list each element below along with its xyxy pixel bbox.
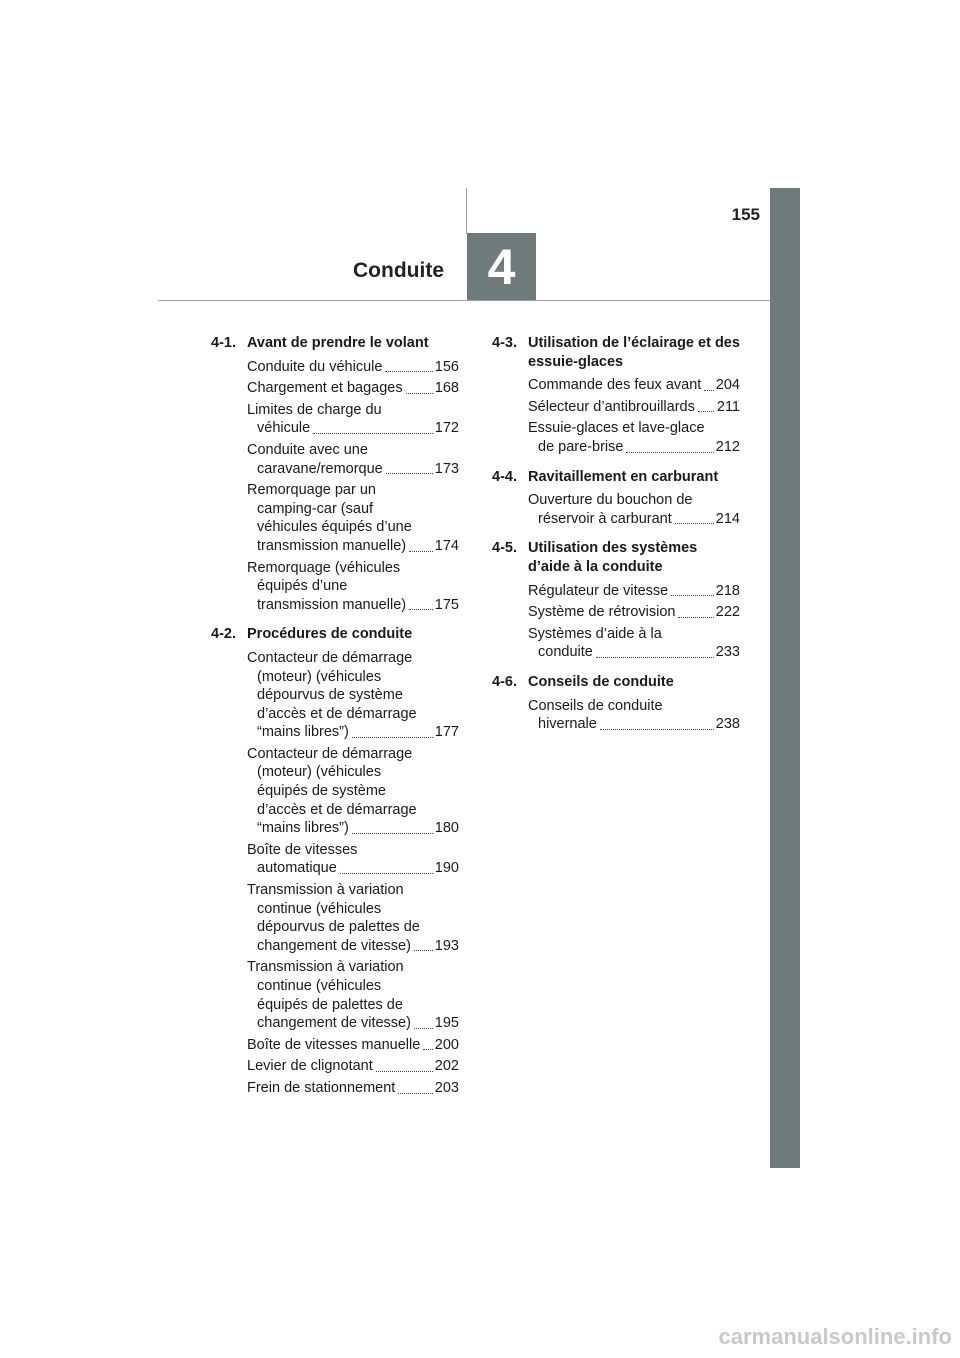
toc-entry[interactable] bbox=[492, 419, 740, 456]
toc-section-title: Utilisation des systèmes d’aide à la conduite bbox=[528, 540, 698, 575]
chapter-side-tab bbox=[770, 188, 800, 1168]
toc-entry-title: Système de rétrovision bbox=[528, 604, 676, 621]
toc-entry-page: 214 bbox=[715, 510, 740, 527]
toc-section-heading[interactable] bbox=[492, 539, 740, 576]
toc-entry-page: 180 bbox=[434, 820, 459, 837]
toc-section-title: Utilisation de l’éclairage et des essuie-glaces bbox=[528, 335, 740, 370]
header-divider-vertical bbox=[466, 188, 467, 234]
toc-entry-title: Ouverture du bouchon de réservoir à carburant bbox=[528, 492, 693, 527]
toc-section-heading[interactable] bbox=[492, 673, 740, 692]
toc-entry[interactable] bbox=[211, 1057, 459, 1076]
toc-entry-page: 175 bbox=[434, 596, 459, 613]
toc-section-number: 4-3. bbox=[492, 335, 517, 351]
toc-entry-title: Boîte de vitesses manuelle bbox=[247, 1036, 421, 1053]
toc-entry[interactable] bbox=[211, 841, 459, 878]
header-divider-horizontal bbox=[158, 300, 770, 301]
toc-entry[interactable] bbox=[211, 379, 459, 398]
toc-section-title: Ravitaillement en carburant bbox=[528, 468, 719, 485]
toc-entry-title: Contacteur de démarrage (moteur) (véhicules dépourvus de système d’accès et de démarrage “mains libres”) bbox=[247, 649, 417, 741]
toc-entry-title: Conduite avec une caravane/remorque bbox=[247, 441, 383, 477]
toc-entry-title: Remorquage (véhicules équipés d’une transmission manuelle) bbox=[247, 559, 407, 613]
toc-entry-title: Transmission à variation continue (véhicules équipés de palettes de changement de vitesse) bbox=[247, 959, 411, 1032]
toc-entry-title: Transmission à variation continue (véhicules dépourvus de palettes de changement de vitesse) bbox=[247, 882, 420, 954]
toc-entry[interactable] bbox=[492, 582, 740, 601]
toc-section-title: Procédures de conduite bbox=[247, 626, 413, 643]
toc-entry[interactable] bbox=[211, 1036, 459, 1055]
toc-entry-title: Conseils de conduite hivernale bbox=[528, 697, 663, 733]
toc-entry[interactable] bbox=[211, 881, 459, 955]
watermark: carmanualsonline.info bbox=[718, 1324, 952, 1349]
toc-entry-page: 190 bbox=[434, 860, 459, 877]
toc-entry-page: 193 bbox=[434, 937, 459, 954]
toc-section-number: 4-4. bbox=[492, 468, 517, 485]
chapter-number-box: 4 bbox=[467, 233, 536, 300]
toc-entry[interactable] bbox=[211, 481, 459, 555]
toc-entry-page: 202 bbox=[434, 1058, 459, 1075]
toc-column-left bbox=[211, 334, 459, 1109]
toc-section-number: 4-2. bbox=[211, 626, 236, 643]
toc-entry-title: Remorquage par un camping-car (sauf véhicules équipés d’une transmission manuelle) bbox=[247, 482, 412, 554]
toc-entry-page: 177 bbox=[434, 724, 459, 741]
toc-entry-title: Essuie-glaces et lave-glace de pare-brise bbox=[528, 420, 705, 455]
toc-entry-page: 174 bbox=[434, 537, 459, 554]
toc-entry[interactable] bbox=[211, 401, 459, 438]
toc-entry[interactable] bbox=[492, 376, 740, 395]
toc-section-title: Avant de prendre le volant bbox=[247, 335, 429, 351]
toc-entry-page: 195 bbox=[434, 1015, 459, 1032]
toc-entry-page: 168 bbox=[434, 380, 459, 397]
toc-section-title: Conseils de conduite bbox=[528, 673, 674, 690]
toc-section-number: 4-1. bbox=[211, 335, 236, 351]
toc-entry[interactable] bbox=[492, 697, 740, 734]
toc-entry-page: 200 bbox=[434, 1036, 459, 1053]
toc-section-heading[interactable] bbox=[492, 468, 740, 487]
toc-entry[interactable] bbox=[211, 358, 459, 377]
toc-entry-title: Levier de clignotant bbox=[247, 1058, 373, 1075]
toc-entry[interactable] bbox=[211, 441, 459, 478]
toc-entry-title: Sélecteur d’antibrouillards bbox=[528, 398, 695, 415]
toc-entry-title: Systèmes d’aide à la conduite bbox=[528, 625, 662, 661]
toc-column-right bbox=[492, 334, 740, 745]
toc-entry[interactable] bbox=[492, 398, 740, 417]
toc-entry[interactable] bbox=[492, 603, 740, 622]
toc-entry-page: 212 bbox=[715, 438, 740, 455]
toc-entry-page: 204 bbox=[715, 377, 740, 394]
toc-section-heading[interactable] bbox=[492, 334, 740, 371]
toc-entry[interactable] bbox=[211, 958, 459, 1032]
toc-entry-title: Régulateur de vitesse bbox=[528, 582, 669, 599]
toc-entry[interactable] bbox=[211, 649, 459, 742]
toc-section-number: 4-6. bbox=[492, 673, 517, 690]
toc-entry-page: 211 bbox=[716, 398, 740, 415]
toc-entry-page: 238 bbox=[715, 716, 740, 733]
toc-entry-page: 156 bbox=[434, 358, 459, 375]
toc-entry-title: Frein de stationnement bbox=[247, 1079, 396, 1096]
toc-entry-page: 222 bbox=[715, 604, 740, 621]
toc-entry-title: Commande des feux avant bbox=[528, 377, 702, 394]
toc-entry-title: Boîte de vitesses automatique bbox=[247, 841, 358, 877]
toc-entry-page: 233 bbox=[715, 644, 740, 661]
toc-entry-page: 172 bbox=[434, 420, 459, 437]
toc-section-heading[interactable] bbox=[211, 334, 459, 353]
toc-entry-title: Chargement et bagages bbox=[247, 380, 403, 397]
toc-entry-title: Limites de charge du véhicule bbox=[247, 401, 382, 437]
toc-entry-page: 203 bbox=[434, 1079, 459, 1096]
toc-entry-title: Conduite du véhicule bbox=[247, 358, 383, 375]
toc-entry-page: 173 bbox=[434, 460, 459, 477]
toc-entry-title: Contacteur de démarrage (moteur) (véhicules équipés de système d’accès et de démarrage “mains libres”) bbox=[247, 745, 417, 837]
chapter-title: Conduite bbox=[353, 259, 444, 282]
toc-section-number: 4-5. bbox=[492, 540, 517, 557]
toc-entry[interactable] bbox=[211, 1079, 459, 1098]
toc-entry[interactable] bbox=[492, 491, 740, 528]
page-number: 155 bbox=[731, 205, 760, 224]
toc-entry[interactable] bbox=[211, 745, 459, 838]
toc-entry-page: 218 bbox=[715, 582, 740, 599]
toc-entry[interactable] bbox=[492, 625, 740, 662]
toc-entry[interactable] bbox=[211, 559, 459, 615]
toc-section-heading[interactable] bbox=[211, 625, 459, 644]
